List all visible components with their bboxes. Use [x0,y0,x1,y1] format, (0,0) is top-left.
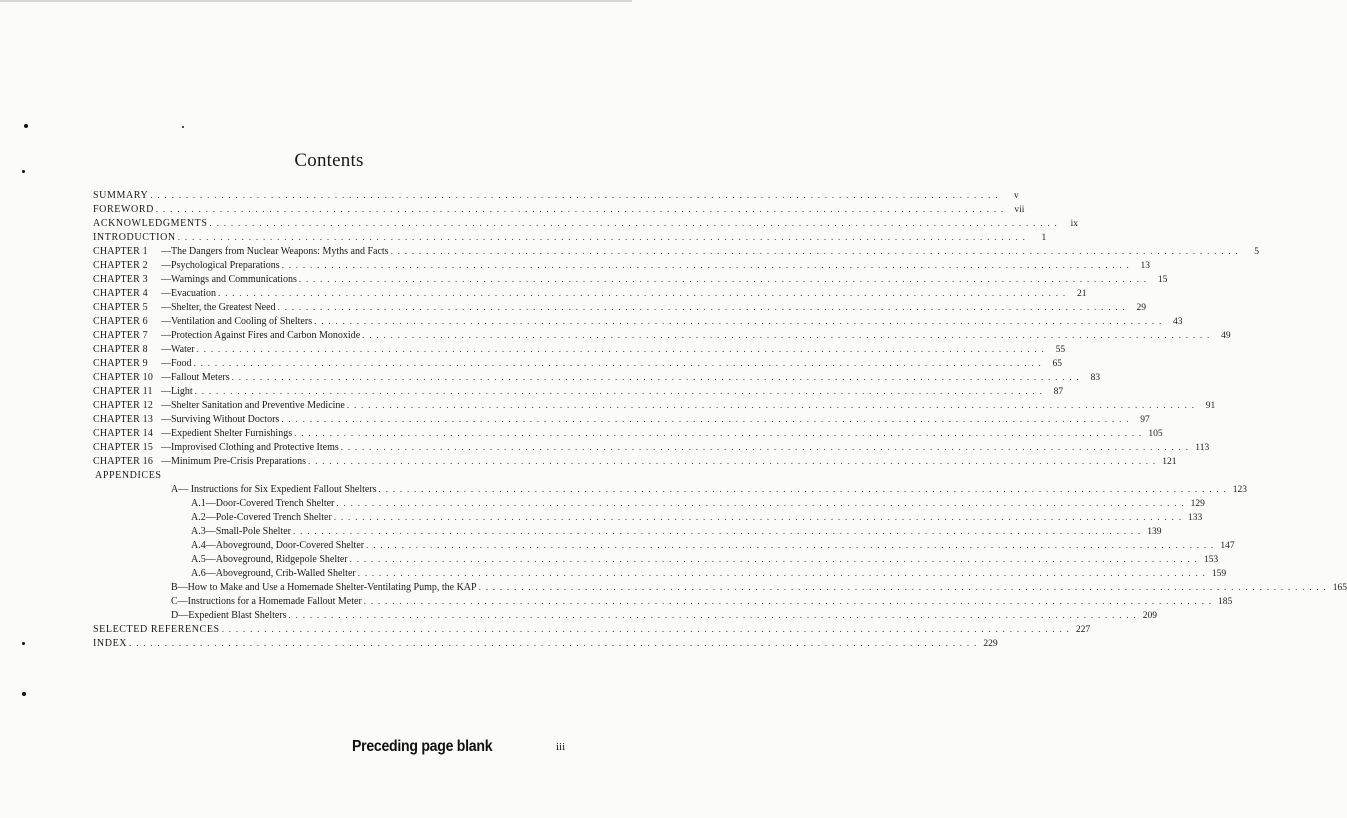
toc-entry [93,202,1025,216]
toc-page-number: 159 [1211,569,1227,579]
toc-entry [93,188,1019,202]
toc-page-number: 43 [1173,317,1183,327]
toc-entry-label [191,539,366,553]
toc-page-number: 113 [1195,443,1210,453]
toc-entry-label [171,581,479,595]
toc-entry-label [93,623,222,637]
toc-entry [93,468,563,482]
punch-hole-mark [24,124,28,128]
dot-leader: . . . . . . . . . . . . . . . . . . . . . . . . . . . . . . . . . . . . . . . . . . . . . . . . . . . . . . . . . . . . . . . . . . . . . . . . . . . . . . . . . . . . . . . . . . . . . . . . . . . . . . . . . . . . . . . . . . . . . . . . [217,288,1067,298]
toc-entry-title: —Light [161,386,193,397]
dot-leader: . . . . . . . . . . . . . . . . . . . . . . . . . . . . . . . . . . . . . . . . . . . . . . . . . . . . . . . . . . . . . . . . . . . . . . . . . . . . . . . . . . . . . . . . . . . . . . . . . . . . . . . . . . . . . . . . . . . . . . . . [366,540,1215,550]
toc-entry-title: A.3—Small-Pole Shelter [191,526,291,537]
page-number: iii [556,741,566,753]
toc-entry-label [93,413,281,427]
dot-leader: . . . . . . . . . . . . . . . . . . . . . . . . . . . . . . . . . . . . . . . . . . . . . . . . . . . . . . . . . . . . . . . . . . . . . . . . . . . . . . . . . . . . . . . . . . . . . . . . . . . . . . . . . . . . . . . . . . . . . . . . [293,526,1142,536]
toc-entry-label [93,315,314,329]
preceding-page-blank-note: Preceding page blank [352,738,493,755]
toc-chapter-number: CHAPTER 9 [93,358,148,369]
dot-leader: . . . . . . . . . . . . . . . . . . . . . . . . . . . . . . . . . . . . . . . . . . . . . . . . . . . . . . . . . . . . . . . . . . . . . . . . . . . . . . . . . . . . . . . . . . . . . . . . . . . . . . . . . . . . . . . . . . . . . . . . [346,400,1196,410]
toc-entry-label [191,497,336,511]
toc-chapter-number: CHAPTER 1 [93,246,148,257]
toc-entry-label [93,245,391,259]
toc-chapter-number: CHAPTER 6 [93,316,148,327]
toc-chapter-number: CHAPTER 15 [93,442,154,453]
toc-entry-title: SELECTED REFERENCES [93,624,220,635]
toc-entry [93,622,1091,636]
toc-entry-title: A.5—Aboveground, Ridgepole Shelter [191,554,348,565]
toc-page-number: 49 [1221,331,1231,341]
punch-hole-mark [22,692,26,696]
toc-chapter-number: CHAPTER 2 [93,260,148,271]
toc-entry-label [93,273,299,287]
toc-chapter-number: CHAPTER 4 [93,288,148,299]
toc-page-number: 105 [1148,429,1163,439]
toc-entry-title: —Surviving Without Doctors [161,414,280,425]
toc-entry [93,258,1151,272]
toc-page-number: ix [1070,219,1078,229]
toc-entry-label [171,609,289,623]
dot-leader: . . . . . . . . . . . . . . . . . . . . . . . . . . . . . . . . . . . . . . . . . . . . . . . . . . . . . . . . . . . . . . . . . . . . . . . . . . . . . . . . . . . . . . . . . . . . . . . . . . . . . . . . . . . . . . . . . . . . . . . . [340,442,1190,452]
toc-entry [93,510,1203,524]
toc-page-number: 5 [1254,247,1260,257]
toc-entry [93,398,1216,412]
scan-edge [0,0,632,2]
toc-entry [93,230,1047,244]
toc-entry-label [93,343,197,357]
toc-entry-title: —Evacuation [161,288,216,299]
toc-entry [93,426,1163,440]
toc-chapter-number: CHAPTER 7 [93,330,148,341]
dot-leader: . . . . . . . . . . . . . . . . . . . . . . . . . . . . . . . . . . . . . . . . . . . . . . . . . . . . . . . . . . . . . . . . . . . . . . . . . . . . . . . . . . . . . . . . . . . . . . . . . . . . . . . . . . . . . . . . . . . . . . . . [288,610,1137,620]
toc-entry-title: —Shelter Sanitation and Preventive Medicine [161,400,345,411]
toc-entry [93,440,1210,454]
toc-entry [93,636,998,650]
toc-entry-label [171,483,379,497]
toc-entry-title: —The Dangers from Nuclear Weapons: Myths and Facts [161,246,389,257]
dot-leader: . . . . . . . . . . . . . . . . . . . . . . . . . . . . . . . . . . . . . . . . . . . . . . . . . . . . . . . . . . . . . . . . . . . . . . . . . . . . . . . . . . . . . . . . . . . . . . . . . . . . . . . . . . . . . . . . . . . . . . . . [193,358,1043,368]
toc-chapter-number: CHAPTER 5 [93,302,148,313]
toc-entry [93,608,1157,622]
toc-page-number: vii [1014,205,1025,215]
toc-entry [93,566,1227,580]
dot-leader: . . . . . . . . . . . . . . . . . . . . . . . . . . . . . . . . . . . . . . . . . . . . . . . . . . . . . . . . . . . . . . . . . . . . . . . . . . . . . . . . . . . . . . . . . . . . . . . . . . . . . . . . . . . . . . . . . . . . . . . . [177,232,1027,242]
toc-entry-label [93,301,278,315]
toc-entry [93,552,1219,566]
toc-entry-label [93,427,294,441]
dot-leader: . . . . . . . . . . . . . . . . . . . . . . . . . . . . . . . . . . . . . . . . . . . . . . . . . . . . . . . . . . . . . . . . . . . . . . . . . . . . . . . . . . . . . . . . . . . . . . . . . . . . . . . . . . . . . . . . . . . . . . . . [308,456,1157,466]
toc-chapter-number: CHAPTER 14 [93,428,154,439]
dot-leader: . . . . . . . . . . . . . . . . . . . . . . . . . . . . . . . . . . . . . . . . . . . . . . . . . . . . . . . . . . . . . . . . . . . . . . . . . . . . . . . . . . . . . . . . . . . . . . . . . . . . . . . . . . . . . . . . . . . . . . . . [478,582,1328,592]
toc-entry [93,412,1150,426]
toc-entry-title: —Psychological Preparations [161,260,280,271]
toc-page-number: 55 [1055,345,1066,355]
toc-chapter-number: CHAPTER 3 [93,274,148,285]
punch-hole-mark [22,642,25,645]
toc-page-number: 165 [1332,583,1347,593]
toc-page-number: 21 [1076,289,1087,299]
dot-leader: . . . . . . . . . . . . . . . . . . . . . . . . . . . . . . . . . . . . . . . . . . . . . . . . . . . . . . . . . . . . . . . . . . . . . . . . . . . . . . . . . . . . . . . . . . . . . . . . . . . . . . . . . . . . . . . . . . . . . . . . [362,330,1211,340]
dot-leader: . . . . . . . . . . . . . . . . . . . . . . . . . . . . . . . . . . . . . . . . . . . . . . . . . . . . . . . . . . . . . . . . . . . . . . . . . . . . . . . . . . . . . . . . . . . . . . . . . . . . . . . . . . . . . . . . . . . . . . . . [129,638,978,648]
dot-leader: . . . . . . . . . . . . . . . . . . . . . . . . . . . . . . . . . . . . . . . . . . . . . . . . . . . . . . . . . . . . . . . . . . . . . . . . . . . . . . . . . . . . . . . . . . . . . . . . . . . . . . . . . . . . . . . . . . . . . . . . [336,498,1185,508]
toc-page-number: 97 [1140,415,1150,425]
toc-page-number: 185 [1218,597,1233,607]
toc-entry-title: —Food [161,358,192,369]
toc-page-number: 209 [1142,611,1157,621]
dot-leader: . . . . . . . . . . . . . . . . . . . . . . . . . . . . . . . . . . . . . . . . . . . . . . . . . . . . . . . . . . . . . . . . . . . . . . . . . . . . . . . . . . . . . . . . . . . . . . . . . . . . . . . . . . . . . . . . . . . . . . . . [231,372,1081,382]
toc-page-number: 147 [1220,541,1235,551]
dot-leader: . . . . . . . . . . . . . . . . . . . . . . . . . . . . . . . . . . . . . . . . . . . . . . . . . . . . . . . . . . . . . . . . . . . . . . . . . . . . . . . . . . . . . . . . . . . . . . . . . . . . . . . . . . . . . . . . . . . . . . . . [363,596,1213,606]
dot-leader: . . . . . . . . . . . . . . . . . . . . . . . . . . . . . . . . . . . . . . . . . . . . . . . . . . . . . . . . . . . . . . . . . . . . . . . . . . . . . . . . . . . . . . . . . . . . . . . . . . . . . . . . . . . . . . . . . . . . . . . . [150,190,999,200]
dot-leader: . . . . . . . . . . . . . . . . . . . . . . . . . . . . . . . . . . . . . . . . . . . . . . . . . . . . . . . . . . . . . . . . . . . . . . . . . . . . . . . . . . . . . . . . . . . . . . . . . . . . . . . . . . . . . . . . . . . . . . . . [333,512,1183,522]
toc-entry-label [191,525,293,539]
toc-entry-label [93,231,178,245]
toc-page-number: 123 [1232,485,1247,495]
toc-entry [93,524,1162,538]
toc-page-number: 227 [1075,625,1091,635]
dot-leader: . . . . . . . . . . . . . . . . . . . . . . . . . . . . . . . . . . . . . . . . . . . . . . . . . . . . . . . . . . . . . . . . . . . . . . . . . . . . . . . . . . . . . . . . . . . . . . . . . . . . . . . . . . . . . . . . . . . . . . . . [194,386,1044,396]
dot-leader: . . . . . . . . . . . . . . . . . . . . . . . . . . . . . . . . . . . . . . . . . . . . . . . . . . . . . . . . . . . . . . . . . . . . . . . . . . . . . . . . . . . . . . . . . . . . . . . . . . . . . . . . . . . . . . . . . . . . . . . . [281,260,1131,270]
toc-entry-title: —Protection Against Fires and Carbon Monoxide [161,330,361,341]
toc-entry-title: INDEX [93,638,128,649]
toc-entry-title: ACKNOWLEDGMENTS [93,218,208,229]
toc-entry-label [191,511,334,525]
toc-page-number: 83 [1090,373,1101,383]
toc-entry-title: —Warnings and Communications [161,274,297,285]
toc-entry-title: A.2—Pole-Covered Trench Shelter [191,512,332,523]
toc-entry-label [93,259,282,273]
dot-leader: . . . . . . . . . . . . . . . . . . . . . . . . . . . . . . . . . . . . . . . . . . . . . . . . . . . . . . . . . . . . . . . . . . . . . . . . . . . . . . . . . . . . . . . . . . . . . . . . . . . . . . . . . . . . . . . . . . . . . . . . [196,344,1046,354]
toc-entry-label [93,371,232,385]
toc-entry-title: B—How to Make and Use a Homemade Shelter-Ventilating Pump, the KAP [171,582,477,593]
toc-chapter-number: CHAPTER 10 [93,372,154,383]
toc-entry [93,454,1177,468]
toc-entry [93,300,1147,314]
toc-page-number: 133 [1188,513,1203,523]
dot-leader: . . . . . . . . . . . . . . . . . . . . . . . . . . . . . . . . . . . . . . . . . . . . . . . . . . . . . . . . . . . . . . . . . . . . . . . . . . . . . . . . . . . . . . . . . . . . . . . . . . . . . . . . . . . . . . . . . . . . . . . . [357,568,1207,578]
toc-page-number: 65 [1052,359,1063,369]
dot-leader: . . . . . . . . . . . . . . . . . . . . . . . . . . . . . . . . . . . . . . . . . . . . . . . . . . . . . . . . . . . . . . . . . . . . . . . . . . . . . . . . . . . . . . . . . . . . . . . . . . . . . . . . . . . . . . . . . . . . . . . . [349,554,1199,564]
dot-leader: . . . . . . . . . . . . . . . . . . . . . . . . . . . . . . . . . . . . . . . . . . . . . . . . . . . . . . . . . . . . . . . . . . . . . . . . . . . . . . . . . . . . . . . . . . . . . . . . . . . . . . . . . . . . . . . . . . . . . . . . [298,274,1148,284]
toc-entry [93,370,1101,384]
toc-entry [93,594,1233,608]
dot-leader: . . . . . . . . . . . . . . . . . . . . . . . . . . . . . . . . . . . . . . . . . . . . . . . . . . . . . . . . . . . . . . . . . . . . . . . . . . . . . . . . . . . . . . . . . . . . . . . . . . . . . . . . . . . . . . . . . . . . . . . . [277,302,1127,312]
table-of-contents [93,188,1347,650]
toc-entry [93,580,1347,594]
toc-entry-title: D—Expedient Blast Shelters [171,610,287,621]
toc-entry-label [93,203,156,217]
toc-entry-title: —Fallout Meters [161,372,230,383]
toc-entry-title: —Water [161,344,195,355]
toc-page-number: 129 [1190,499,1205,509]
page-title: Contents [294,150,364,171]
toc-entry [93,328,1231,342]
toc-entry [93,384,1064,398]
toc-entry-label [93,399,347,413]
toc-entry-title: —Improvised Clothing and Protective Items [161,442,339,453]
toc-page-number: 121 [1162,457,1177,467]
dot-leader: . . . . . . . . . . . . . . . . . . . . . . . . . . . . . . . . . . . . . . . . . . . . . . . . . . . . . . . . . . . . . . . . . . . . . . . . . . . . . . . . . . . . . . . . . . . . . . . . . . . . . . . . . . . . . . . . . . . . . . . . [390,246,1240,256]
toc-entry [93,342,1066,356]
dot-leader: . . . . . . . . . . . . . . . . . . . . . . . . . . . . . . . . . . . . . . . . . . . . . . . . . . . . . . . . . . . . . . . . . . . . . . . . . . . . . . . . . . . . . . . . . . . . . . . . . . . . . . . . . . . . . . . . . . . . . . . . [294,428,1143,438]
toc-entry [93,314,1183,328]
dot-leader: . . . . . . . . . . . . . . . . . . . . . . . . . . . . . . . . . . . . . . . . . . . . . . . . . . . . . . . . . . . . . . . . . . . . . . . . . . . . . . . . . . . . . . . . . . . . . . . . . . . . . . . . . . . . . . . . . . . . . . . . [314,316,1163,326]
toc-entry-title: INTRODUCTION [93,232,176,243]
toc-entry-title: A.6—Aboveground, Crib-Walled Shelter [191,568,356,579]
toc-entry-title: —Ventilation and Cooling of Shelters [161,316,313,327]
toc-entry-title: —Shelter, the Greatest Need [161,302,276,313]
toc-page-number: 13 [1140,261,1151,271]
toc-chapter-number: CHAPTER 11 [93,386,153,397]
toc-chapter-number: CHAPTER 12 [93,400,154,411]
toc-entry [93,538,1235,552]
toc-chapter-number: CHAPTER 16 [93,456,154,467]
toc-page-number: 91 [1205,401,1216,411]
toc-page-number: 139 [1147,527,1162,537]
toc-entry-title: A.1—Door-Covered Trench Shelter [191,498,335,509]
toc-page-number: 87 [1053,387,1064,397]
toc-entry-label [191,553,350,567]
toc-entry [93,482,1247,496]
toc-entry-label [93,637,129,651]
toc-entry-label [93,455,308,469]
toc-entry-title: FOREWORD [93,204,154,215]
toc-entry [93,356,1063,370]
dot-leader: . . . . . . . . . . . . . . . . . . . . . . . . . . . . . . . . . . . . . . . . . . . . . . . . . . . . . . . . . . . . . . . . . . . . . . . . . . . . . . . . . . . . . . . . . . . . . . . . . . . . . . . . . . . . . . . . . . . . . . . . [281,414,1130,424]
toc-entry [93,496,1205,510]
toc-entry-label [93,385,195,399]
toc-page-number: 229 [983,639,998,649]
toc-entry-label [93,357,194,371]
dot-leader: . . . . . . . . . . . . . . . . . . . . . . . . . . . . . . . . . . . . . . . . . . . . . . . . . . . . . . . . . . . . . . . . . . . . . . . . . . . . . . . . . . . . . . . . . . . . . . . . . . . . . . . . . . . . . . . . . . . . . . . . [378,484,1227,494]
toc-entry-label [93,287,218,301]
toc-entry-title: A— Instructions for Six Expedient Fallout Shelters [171,484,377,495]
toc-entry-title: SUMMARY [93,190,149,201]
toc-page-number: 29 [1136,303,1147,313]
toc-page-number: v [1014,191,1019,201]
dot-leader: . . . . . . . . . . . . . . . . . . . . . . . . . . . . . . . . . . . . . . . . . . . . . . . . . . . . . . . . . . . . . . . . . . . . . . . . . . . . . . . . . . . . . . . . . . . . . . . . . . . . . . . . . . . . . . . . . . . . . . . . [209,218,1058,228]
toc-entry-title: APPENDICES [95,470,162,481]
dot-leader: . . . . . . . . . . . . . . . . . . . . . . . . . . . . . . . . . . . . . . . . . . . . . . . . . . . . . . . . . . . . . . . . . . . . . . . . . . . . . . . . . . . . . . . . . . . . . . . . . . . . . . . . . . . . . . . . . . . . . . . . [155,204,1005,214]
dot-leader: . . . . . . . . . . . . . . . . . . . . . . . . . . . . . . . . . . . . . . . . . . . . . . . . . . . . . . . . . . . . . . . . . . . . . . . . . . . . . . . . . . . . . . . . . . . . . . . . . . . . . . . . . . . . . . . . . . . . . . . . [221,624,1071,634]
toc-entry-label [93,189,150,203]
toc-entry [93,286,1087,300]
toc-chapter-number: CHAPTER 8 [93,344,148,355]
toc-chapter-number: CHAPTER 13 [93,414,154,425]
toc-entry-label [171,595,364,609]
toc-entry [93,272,1168,286]
toc-entry [93,244,1260,258]
toc-entry-label [93,441,341,455]
toc-entry [93,216,1078,230]
toc-entry-label [191,567,358,581]
toc-entry-title: C—Instructions for a Homemade Fallout Meter [171,596,362,607]
toc-entry-label [93,469,164,483]
toc-entry-label [93,329,362,343]
toc-page-number: 15 [1157,275,1168,285]
punch-hole-mark [182,126,184,128]
toc-entry-title: —Minimum Pre-Crisis Preparations [161,456,306,467]
toc-entry-label [93,217,210,231]
toc-entry-title: A.4—Aboveground, Door-Covered Shelter [191,540,365,551]
toc-entry-title: —Expedient Shelter Furnishings [161,428,293,439]
toc-page-number: 1 [1041,233,1047,243]
toc-page-number: 153 [1203,555,1219,565]
